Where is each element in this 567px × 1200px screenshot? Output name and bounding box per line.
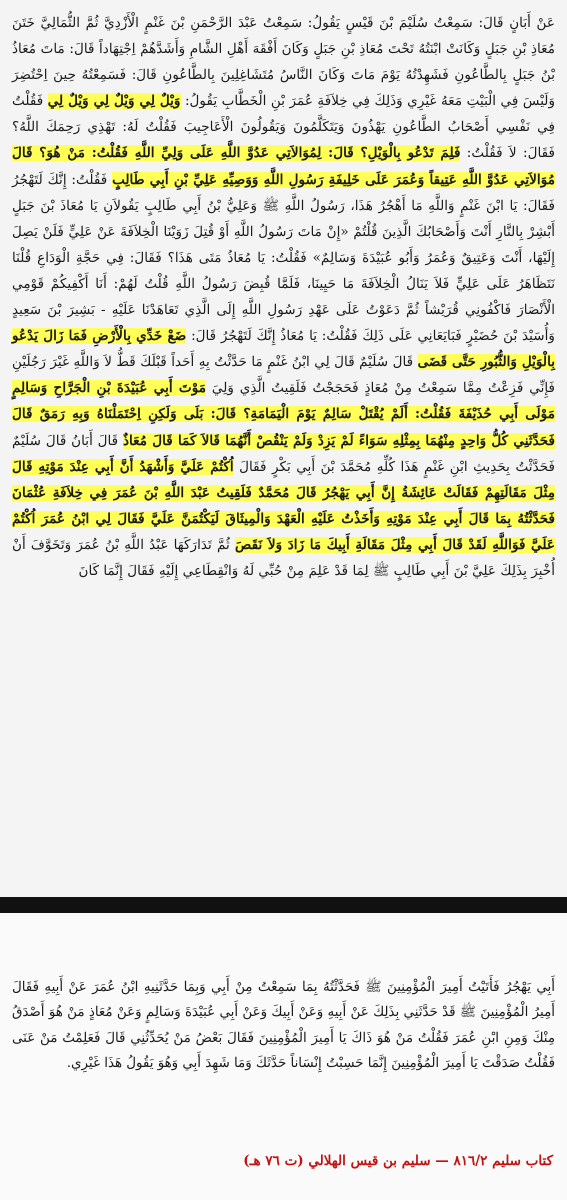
text-passage: فَقُلْتُ فِي نَفْسِي أَصْحَابُ الطَّاعُونِ يَهْذُونَ وَيَتَكَلَّمُونَ وَيَقُولُونَ الْأَعَاجِيبَ فَقُلْتُ لَهُ: تَهْذِي رَحِمَكَ اللَّهُ؟ فَقَالَ: لاَ فَقُلْتُ: (12, 93, 556, 162)
highlighted-passage: وَيْلٌ لِي وَيْلٌ لِي وَيْلٌ لِي (47, 93, 181, 110)
highlighted-passage: فَلِمَ تَدْعُو بِالْوَيْلِ؟ قَالَ: لِمُوَالاَتِي عَدُوَّ اللَّهِ عَلَى وَلِيِّ اللَّهِ فَقُلْتُ: مَنْ هُوَ؟ قَالَ مُوَالاَتِي عَدُوَّ اللَّهِ عَتِيقاً وَعُمَرَ عَلَى خَلِيفَةِ رَسُولِ اللَّهِ وَوَصِيِّهِ عَلِيِّ بْنِ أَبِي طَالِبٍ (12, 145, 555, 188)
text-passage: ثُمَّ تَدَارَكَهَا عَبْدُ اللَّهِ بْنُ عُمَرَ وَتَخَوَّفَ أَنْ أُخْبِرَ بِذَلِكَ عَلِيَّ بْنَ أَبِي طَالِبٍ ﷺ لِمَا قَدْ عَلِمَ مِنْ حُبِّي لَهُ وَانْقِطَاعِي إِلَيْهِ فَقَالَ إِنَّمَا كَانَ (12, 536, 555, 579)
highlighted-passage: اُكْتُمْ عَلَيَّ وَأَشْهَدُ أَنَّ أَبِي عِنْدَ مَوْتِهِ قَالَ مِثْلَ مَقَالَتِهِمْ فَقَالَتْ عَائِشَةُ إِنَّ أَبِي يَهْجُرُ قَالَ مُحَمَّدٌ فَلَقِيتُ عَبْدَ اللَّهِ بْنَ عُمَرَ فِي خِلاَفَةِ عُثْمَانَ فَحَدَّثْتُهُ بِمَا قَالَ أَبِي عِنْدَ مَوْتِهِ وَأَخَذْتُ عَلَيْهِ الْعَهْدَ وَالْمِيثَاقَ لَيَكْتُمَنَّ عَلَيَّ فَقَالَ لِي ابْنُ عُمَرَ اُكْتُمْ عَلَيَّ فَوَاللَّهِ لَقَدْ قَالَ أَبِي مِثْلَ مَقَالَةِ أَبِيكَ مَا زَادَ وَلاَ نَقَصَ (12, 458, 555, 553)
text-passage: فَقُلْتُ: إِنَّكَ لَتَهْجُرُ فَقَالَ: يَا ابْنَ غَنْمٍ وَاللَّهِ مَا أَهْجُرُ هَذَا، رَسُولُ اللَّهِ ﷺ وَعَلِيُّ بْنُ أَبِي طَالِبٍ يَقُولاَنِ يَا مُعَاذَ بْنَ جَبَلٍ أَبْشِرْ بِالنَّارِ أَنْتَ وَأَصْحَابُكَ الَّذِينَ قُلْتُمْ «إِنْ مَاتَ رَسُولُ اللَّهِ أَوْ قُتِلَ زَوَيْنَا الْخِلاَفَةَ عَنْ عَلِيٍّ فَلَنْ يَصِلَ إِلَيْهَا، أَنْتَ وَعَتِيقٌ وَعُمَرُ وَأَبُو عُبَيْدَةَ وَسَالِمٌ» فَقُلْتُ: يَا مُعَاذُ مَتَى هَذَا؟ فَقَالَ: فِي حَجَّةِ الْوَدَاعِ قُلْنَا نَتَظَاهَرُ عَلَى عَلِيٍّ فَلاَ يَنَالُ الْخِلاَفَةَ مَا حَيِينَا، فَلَمَّا قُبِضَ رَسُولُ اللَّهِ قُلْتُ لَهُمْ: أَنَا أَكْفِيكُمْ قَوْمِي الْأَنْصَارَ فَاكْفُونِي قُرَيْشاً ثُمَّ دَعَوْتُ عَلَى عَهْدِ رَسُولِ اللَّهِ إِلَى الَّذِي تَعَاهَدْنَا عَلَيْهِ - بَشِيرَ بْنَ سَعِيدٍ وَأُسَيْدَ بْنَ حُضَيْرٍ فَبَايَعَانِي عَلَى ذَلِكَ فَقُلْتُ: يَا مُعَاذُ إِنَّكَ لَتَهْجُرُ قَالَ: (12, 171, 555, 345)
text-passage: قَالَ سُلَيْمٌ قَالَ لِي ابْنُ غَنْمٍ مَا حَدَّثْتُ بِهِ أَحَداً قَبْلَكَ قَطُّ لاَ وَاللَّهِ غَيْرَ رَجُلَيْنِ فَإِنِّي فَزِعْتُ مِمَّا سَمِعْتُ مِنْ مُعَاذٍ فَحَجَجْتُ فَلَقِيتُ الَّذِي وَلِيَ (12, 354, 555, 397)
highlighted-passage: مَوْتَ أَبِي عُبَيْدَةَ بْنِ الْجَرَّاحِ وَسَالِمٍ مَوْلَى أَبِي حُذَيْفَةَ فَقُلْتُ: أَلَمْ يُقْتَلْ سَالِمٌ يَوْمَ الْيَمَامَةِ؟ قَالَ: بَلَى وَلَكِنِ اِحْتَمَلْنَاهُ وَبِهِ رَمَقٌ قَالَ فَحَدَّثَنِي كُلُّ وَاحِدٍ مِنْهُمَا بِمِثْلِهِ سَوَاءً لَمْ يَزِدْ وَلَمْ يَنْقُصْ أَنَّهُمَا قَالاَ كَمَا قَالَ مُعَاذٌ (12, 380, 555, 449)
hadith-text-page-1 (12, 10, 555, 584)
text-passage: عَنْ أَبَانٍ قَالَ: سَمِعْتُ سُلَيْمَ بْنَ قَيْسٍ يَقُولُ: سَمِعْتُ عَبْدَ الرَّحْمَنِ بْنَ غَنْمٍ الْأَزْدِيَّ ثُمَّ الثُّمَالِيَّ خَتَنَ مُعَاذِ بْنِ جَبَلٍ وَكَانَتْ ابْنَتُهُ تَحْتَ مُعَاذِ بْنِ جَبَلٍ وَكَانَ أَفْقَهَ أَهْلِ الشَّامِ وَأَشَدَّهُمْ اِجْتِهَاداً قَالَ: مَاتَ مُعَاذُ بْنُ جَبَلٍ بِالطَّاعُونِ فَشَهِدْتُهُ يَوْمَ مَاتَ وَكَانَ النَّاسُ مُتَشَاغِلِينَ بِالطَّاعُونِ قَالَ: فَسَمِعْتُهُ حِينَ اِحْتُضِرَ وَلَيْسَ فِي الْبَيْتِ مَعَهُ غَيْرِي وَذَلِكَ فِي خِلاَفَةِ عُمَرَ بْنِ الْخَطَّابِ يَقُولُ: (12, 15, 556, 110)
highlighted-passage: ضَعْ خَدِّي بِالْأَرْضِ فَمَا زَالَ يَدْعُو بِالْوَيْلِ وَالثُّبُورِ حَتَّى قَضَى (12, 328, 556, 371)
hadith-text-page-2: أَبِي يَهْجُرُ فَأَتَيْتُ أَمِيرَ الْمُؤْمِنِينَ ﷺ فَحَدَّثْتُهُ بِمَا سَمِعْتُ مِنْ أَبِي وَبِمَا حَدَّثَنِيهِ ابْنُ عُمَرَ عَنْ أَبِيهِ فَقَالَ أَمِيرُ الْمُؤْمِنِينَ ﷺ قَدْ حَدَّثَنِي بِذَلِكَ عَنْ أَبِيهِ وَعَنْ أَبِيكَ وَعَنْ أَبِي عُبَيْدَةَ وَسَالِمٍ وَعَنْ مُعَاذٍ مَنْ هُوَ أَصْدَقُ مِنْكَ وَمِنِ ابْنِ عُمَرَ فَقُلْتُ مَنْ هُوَ ذَاكَ يَا أَمِيرَ الْمُؤْمِنِينَ فَقَالَ بَعْضُ مَنْ يُحَدِّثُنِي قَالَ فَعَلِمْتُ مَنْ عَنَى فَقُلْتُ صَدَقْتَ يَا أَمِيرَ الْمُؤْمِنِينَ إِنَّمَا حَسِبْتُ إِنْسَاناً حَدَّثَكَ وَمَا شَهِدَ أَبِي وَهُوَ يَقُولُ هَذَا غَيْرِي. (12, 980, 555, 1072)
source-citation: كتاب سليم ٨١٦/٢ — سليم بن قيس الهلالي (ت ٧٦ هـ) (243, 1153, 553, 1169)
page-separator (0, 897, 567, 913)
text-passage: قَالَ أَبَانُ قَالَ سُلَيْمٌ فَحَدَّثْتُ بِحَدِيثِ ابْنِ غَنْمٍ هَذَا كُلِّهِ مُحَمَّدَ بْنَ أَبِي بَكْرٍ فَقَالَ (12, 432, 555, 475)
